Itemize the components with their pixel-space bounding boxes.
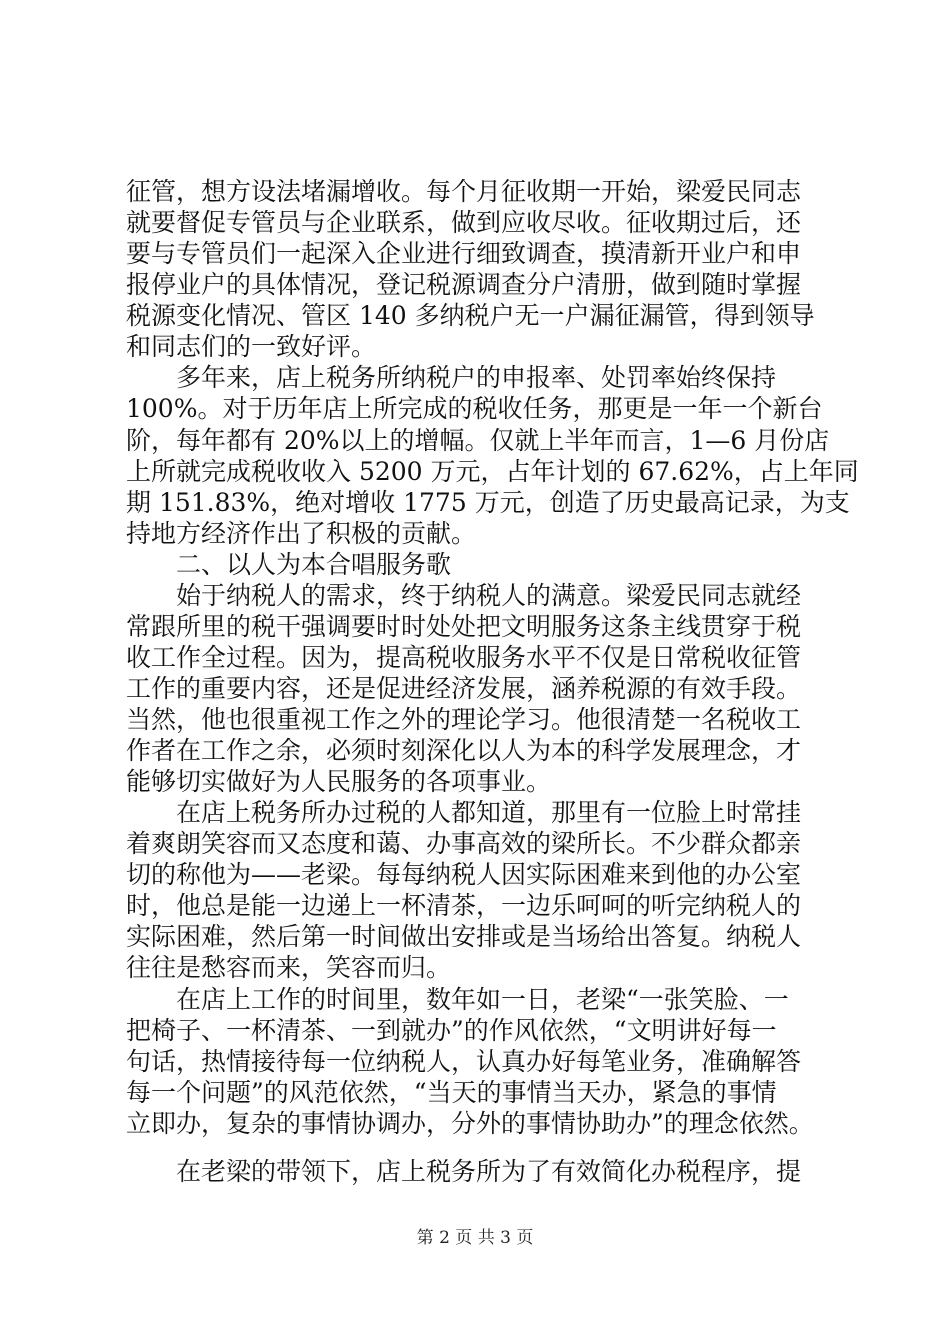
text-line: 在店上工作的时间里，数年如一日，老梁“一张笑脸、一 [126,984,789,1014]
text-line: 常跟所里的税干强调要时时处处把文明服务这条主线贯穿于税 [126,611,802,641]
text-line: 实际困难，然后第一时间做出安排或是当场给出答复。纳税人 [126,922,802,952]
text-line: 阶，每年都有 20%以上的增幅。仅就上半年而言，1—6 月份店 [126,425,830,455]
text-line: 工作的重要内容，还是促进经济发展，涵养税源的有效手段。 [126,673,802,703]
text-line: 税源变化情况、管区 140 多纳税户无一户漏征漏管，得到领导 [126,301,815,331]
text-line: 作者在工作之余，必须时刻深化以人为本的科学发展理念，才 [126,736,802,765]
text-line: 往往是愁容而来，笑容而归。 [126,953,452,983]
text-line: 期 151.83%，绝对增收 1775 万元，创造了历史最高记录，为支 [126,487,850,517]
text-line: 征管，想方设法堵漏增收。每个月征收期一开始，梁爱民同志 [126,177,802,206]
text-line: 收工作全过程。因为，提高税收服务水平不仅是日常税收征管 [126,642,802,672]
text-line: 每一个问题”的风范依然，“当天的事情当天办，紧急的事情 [126,1077,777,1107]
text-line: 能够切实做好为人民服务的各项事业。 [126,767,552,797]
text-line: 持地方经济作出了积极的贡献。 [126,518,477,548]
text-line: 着爽朗笑容而又态度和蔼、办事高效的梁所长。不少群众都亲 [126,829,802,859]
text-line: 在店上税务所办过税的人都知道，那里有一位脸上时常挂 [126,798,802,828]
text-line: 把椅子、一杯清茶、一到就办”的作风依然，“文明讲好每一 [126,1015,777,1045]
text-line: 就要督促专管员与企业联系，做到应收尽收。征收期过后，还 [126,208,802,238]
section-heading: 二、以人为本合唱服务歌 [126,549,452,579]
text-line: 在老梁的带领下，店上税务所为了有效简化办税程序，提 [126,1157,802,1186]
page-footer: 第 2 页 共 3 页 [416,1228,534,1248]
text-line: 立即办，复杂的事情协调办，分外的事情协助办”的理念依然。 [126,1108,814,1138]
text-line: 报停业户的具体情况，登记税源调查分户清册，做到随时掌握 [126,270,802,300]
text-line: 当然，他也很重视工作之外的理论学习。他很清楚一名税收工 [126,705,802,734]
text-line: 时，他总是能一边递上一杯清茶，一边乐呵呵的听完纳税人的 [126,891,802,921]
text-line: 要与专管员们一起深入企业进行细致调查，摸清新开业户和申 [126,239,802,269]
text-line: 100%。对于历年店上所完成的税收任务，那更是一年一个新台 [126,394,823,424]
text-line: 和同志们的一致好评。 [126,332,377,362]
text-line: 始于纳税人的需求，终于纳税人的满意。梁爱民同志就经 [126,580,802,610]
text-line: 多年来，店上税务所纳税户的申报率、处罚率始终保持 [126,363,777,393]
text-line: 句话，热情接待每一位纳税人，认真办好每笔业务，准确解答 [126,1046,802,1076]
text-line: 上所就完成税收收入 5200 万元，占年计划的 67.62%，占上年同 [126,456,859,486]
text-line: 切的称他为——老梁。每每纳税人因实际困难来到他的办公室 [126,860,802,890]
